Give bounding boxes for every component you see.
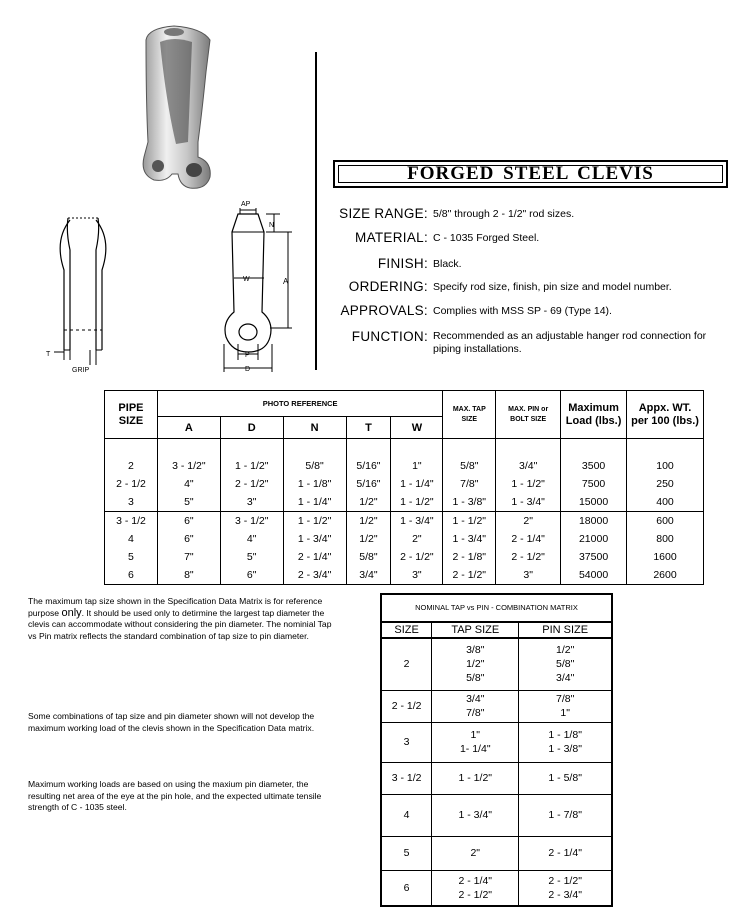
table-row: 2 3/8" 1/2" 5/8" 1/2" 5/8" 3/4" — [381, 638, 612, 690]
header-a: A — [157, 417, 220, 439]
header-max-pin-size: MAX. PIN or BOLT SIZE — [496, 391, 561, 439]
combo-header-tap: TAP SIZE — [432, 622, 519, 638]
spec-label-finish: FINISH: — [377, 256, 428, 271]
clevis-front-diagram — [210, 192, 305, 377]
table-row: 4 1 - 3/4" 1 - 7/8" — [381, 794, 612, 836]
label-w: W — [243, 276, 250, 283]
spec-value-finish: Black. — [433, 258, 462, 270]
table-row: 3 5" 3" 1 - 1/4" 1/2" 1 - 1/2" 1 - 3/8" 1 - 3/4" 15000 400 — [105, 493, 704, 512]
header-max-tap-size: MAX. TAP SIZE — [443, 391, 496, 439]
tap-pin-combination-table — [380, 593, 613, 907]
combo-header-size: SIZE — [381, 622, 432, 638]
note-max-tap-size: The maximum tap size shown in the Specification Data Matrix is for reference purpose only. It should be used only to detirmine the largest tap diameter the clevis can accommodate without considering the pin diameter. The nominial Tap vs Pin matrix reflects the standard combination of tap size to pin diameter. — [28, 596, 332, 641]
header-photo-reference: PHOTO REFERENCE — [157, 391, 442, 417]
header-weight: Appx. WT. per 100 (lbs.) — [627, 391, 704, 439]
divider-line — [315, 52, 317, 370]
spec-value-approvals: Complies with MSS SP - 69 (Type 14). — [433, 305, 612, 317]
table-row: 6 8" 6" 2 - 3/4" 3/4" 3" 2 - 1/2" 3" 54000 2600 — [105, 566, 704, 585]
label-d: D — [245, 366, 251, 373]
combo-header-pin: PIN SIZE — [519, 622, 612, 638]
label-t: T — [46, 351, 51, 358]
table-row: 3 - 1/2 6" 3 - 1/2" 1 - 1/2" 1/2" 1 - 3/4" 1 - 1/2" 2" 18000 600 — [105, 512, 704, 531]
page-title: FORGED STEEL CLEVIS — [333, 160, 728, 188]
table-row: 6 2 - 1/4" 2 - 1/2" 2 - 1/2" 2 - 3/4" — [381, 870, 612, 906]
label-n: N — [269, 222, 275, 229]
header-n: N — [283, 417, 346, 439]
spec-value-size-range: 5/8" through 2 - 1/2" rod sizes. — [433, 208, 575, 220]
spec-data-table — [104, 390, 704, 585]
spec-value-material: C - 1035 Forged Steel. — [433, 232, 540, 244]
combo-title: NOMINAL TAP vs PIN - COMBINATION MATRIX — [381, 594, 612, 622]
note-combinations: Some combinations of tap size and pin diameter shown will not develop the maximum working load of the clevis shown in the Specification Data matrix. — [28, 711, 315, 733]
table-row: 2 - 1/2 4" 2 - 1/2" 1 - 1/8" 5/16" 1 - 1/4" 7/8" 1 - 1/2" 7500 250 — [105, 475, 704, 493]
note-max-working-loads: Maximum working loads are based on using the maxium pin diameter, the resulting net area of the eye at the pin hole, and the expected ultimate tensile strength of C - 1035 steel. — [28, 779, 322, 812]
header-w: W — [391, 417, 443, 439]
spec-label-ordering: ORDERING: — [348, 279, 428, 294]
table-row: 5 7" 5" 2 - 1/4" 5/8" 2 - 1/2" 2 - 1/8" 2 - 1/2" 37500 1600 — [105, 548, 704, 566]
clevis-side-diagram — [40, 210, 120, 380]
table-row: 2 3 - 1/2" 1 - 1/2" 5/8" 5/16" 1" 5/8" 3/4" 3500 100 — [105, 457, 704, 475]
label-ap: AP — [241, 201, 251, 208]
header-max-load: Maximum Load (lbs.) — [561, 391, 627, 439]
spec-value-ordering: Specify rod size, finish, pin size and model number. — [433, 281, 672, 293]
spec-label-approvals: APPROVALS: — [340, 303, 428, 318]
label-grip: GRIP — [72, 367, 90, 374]
table-row: 5 2" 2 - 1/4" — [381, 836, 612, 870]
spec-label-size-range: SIZE RANGE: — [339, 206, 428, 221]
label-p: P — [245, 352, 250, 359]
spec-value-function: Recommended as an adjustable hanger rod connection for piping installations. — [433, 330, 707, 355]
label-a: A — [283, 277, 289, 286]
header-t: T — [346, 417, 391, 439]
spec-label-function: FUNCTION: — [351, 329, 428, 344]
table-row: 3 1" 1- 1/4" 1 - 1/8" 1 - 3/8" — [381, 722, 612, 762]
header-pipe-size: PIPE SIZE — [105, 391, 158, 439]
table-row: 3 - 1/2 1 - 1/2" 1 - 5/8" — [381, 762, 612, 794]
table-row: 2 - 1/2 3/4" 7/8" 7/8" 1" — [381, 690, 612, 722]
table-row: 4 6" 4" 1 - 3/4" 1/2" 2" 1 - 3/4" 2 - 1/4" 21000 800 — [105, 530, 704, 548]
clevis-photo — [132, 22, 224, 192]
spec-label-material: MATERIAL: — [355, 230, 428, 245]
header-d: D — [220, 417, 283, 439]
